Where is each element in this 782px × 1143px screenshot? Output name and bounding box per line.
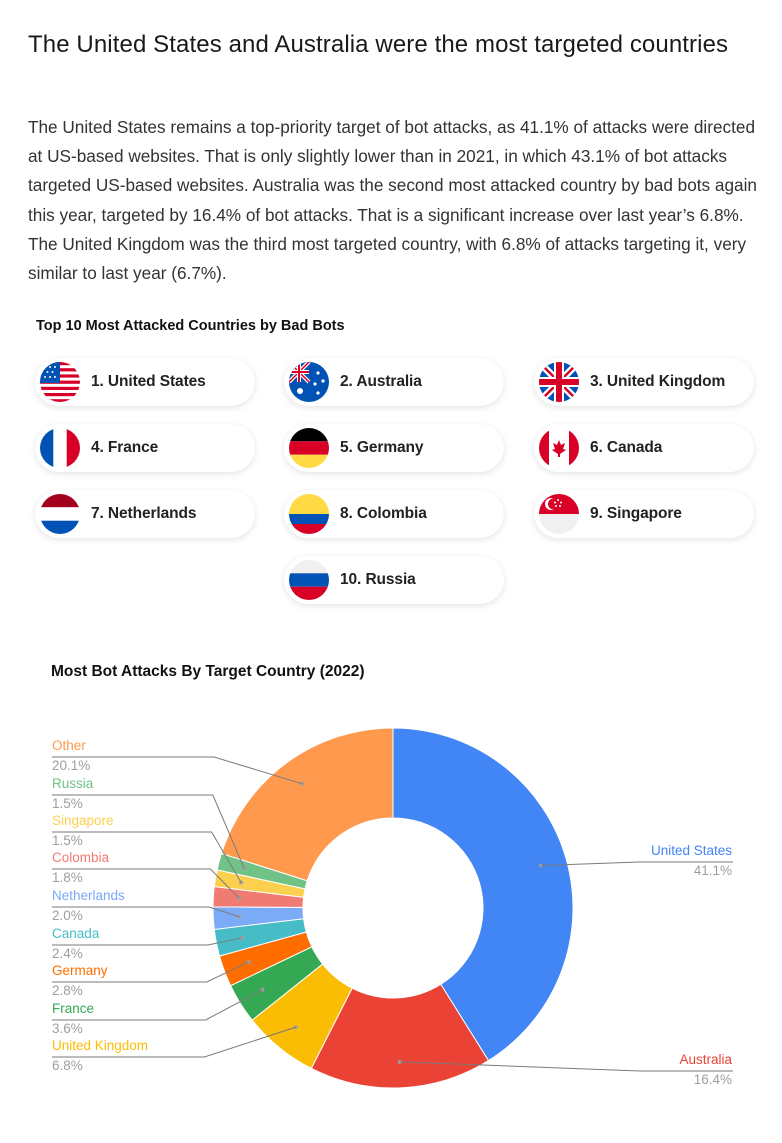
australia-flag-icon [289,362,329,402]
country-label: 6. Canada [590,439,663,456]
country-label: 1. United States [91,373,206,390]
netherlands-flag-icon [40,494,80,534]
country-card-netherlands [35,490,255,538]
percent-united-states: 41.1% [693,863,732,878]
us-flag-icon [40,362,80,402]
label-singapore: Singapore [52,813,114,828]
percent-germany: 2.8% [52,983,83,998]
country-label: 7. Netherlands [91,505,197,522]
label-australia: Australia [679,1052,732,1067]
percent-colombia: 1.8% [52,870,83,885]
intro-paragraph: The United States remains a top-priority target of bot attacks, as 41.1% of attacks were directed at US-based websites. That is only slightly lower than in 2021, in which 43.1% of bot attacks targeted US-based websites. Australia was the second most attacked country by bad bots again this year, targeted by 16.4% of bot attacks. That is a significant increase over last year’s 6.8%. The United Kingdom was the third most targeted country, with 6.8% of attacks targeting it, very similar to last year (6.7%). [28,117,757,284]
country-card-united-kingdom [534,358,754,406]
donut-slices [213,728,573,1088]
slice-other [221,728,393,881]
label-colombia: Colombia [52,850,110,865]
uk-flag-icon [539,362,579,402]
country-card-singapore [534,490,754,538]
country-label: 2. Australia [340,373,422,390]
label-canada: Canada [52,926,100,941]
russia-flag-icon [289,560,329,600]
country-label: 3. United Kingdom [590,373,726,390]
country-card-united-states [35,358,255,406]
donut-chart [0,700,782,1120]
chart-title: Most Bot Attacks By Target Country (2022) [51,663,365,680]
country-label: 4. France [91,439,159,456]
country-card-australia [284,358,504,406]
label-other: Other [52,738,86,753]
percent-netherlands: 2.0% [52,908,83,923]
percent-australia: 16.4% [693,1072,732,1087]
country-label: 5. Germany [340,439,424,456]
percent-other: 20.1% [52,758,91,773]
canada-flag-icon [539,428,579,468]
country-card-germany [284,424,504,472]
label-united-states: United States [650,843,732,858]
label-france: France [52,1001,95,1016]
singapore-flag-icon [539,494,579,534]
top10-title: Top 10 Most Attacked Countries by Bad Bots [36,318,345,334]
country-card-colombia [284,490,504,538]
label-united-kingdom: United Kingdom [52,1038,149,1053]
label-russia: Russia [52,776,94,791]
label-germany: Germany [52,963,108,978]
france-flag-icon [40,428,80,468]
page-title: The United States and Australia were the most targeted countries [28,31,729,58]
country-card-france [35,424,255,472]
germany-flag-icon [289,428,329,468]
percent-singapore: 1.5% [52,833,83,848]
country-label: 9. Singapore [590,505,682,522]
percent-canada: 2.4% [52,946,83,961]
country-card-russia [284,556,504,604]
label-netherlands: Netherlands [52,888,125,903]
percent-france: 3.6% [52,1021,83,1036]
country-label: 10. Russia [340,571,416,588]
percent-russia: 1.5% [52,796,83,811]
country-label: 8. Colombia [340,505,427,522]
colombia-flag-icon [289,494,329,534]
country-card-canada [534,424,754,472]
percent-united-kingdom: 6.8% [52,1058,83,1073]
